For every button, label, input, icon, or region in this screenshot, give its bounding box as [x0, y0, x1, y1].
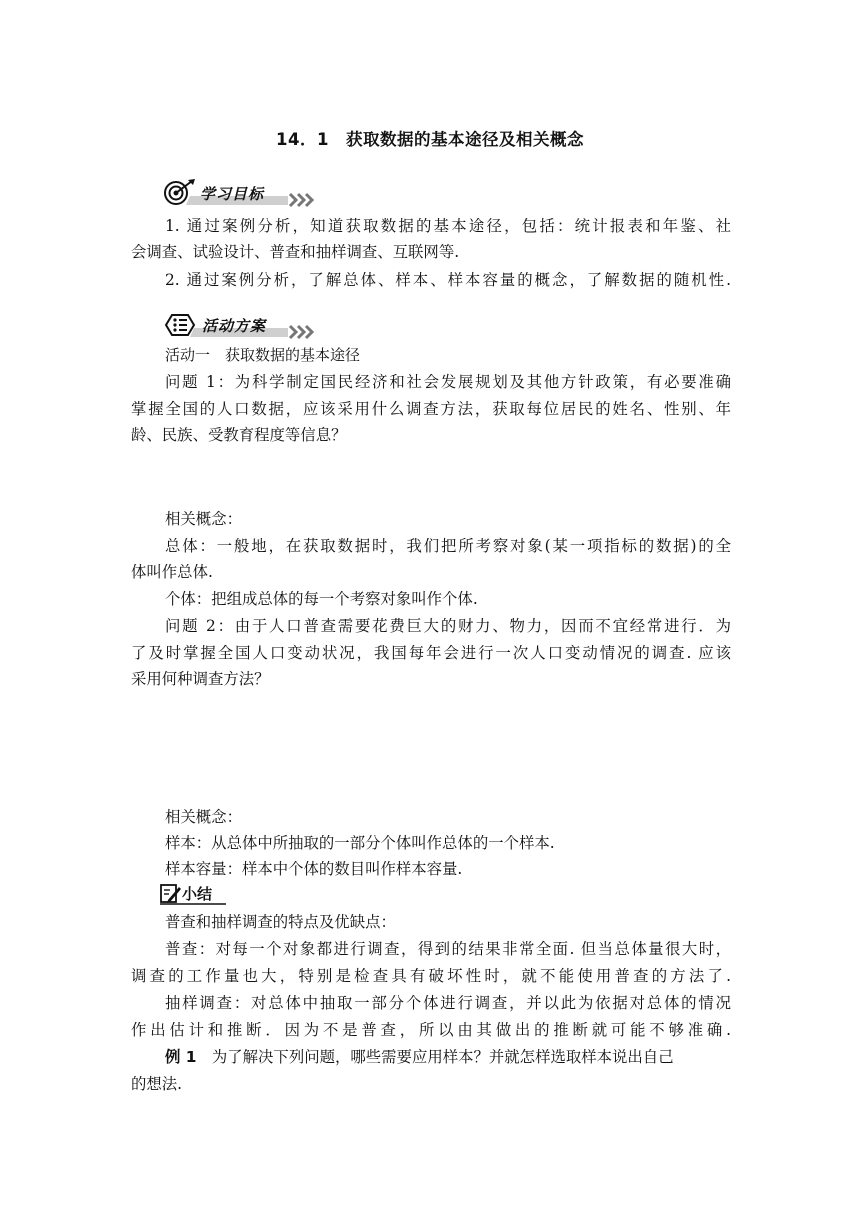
- list-icon: [166, 315, 194, 335]
- question-2-line-1: 问题 2：由于人口普查需要花费巨大的财力、物力，因而不宜经常进行．为: [165, 617, 731, 635]
- page-title: 14．1 获取数据的基本途径及相关概念: [276, 130, 584, 149]
- activity-1-heading: 活动一 获取数据的基本途径: [165, 346, 361, 364]
- learning-goals-banner: [160, 178, 320, 208]
- example-1-text: 为了解决下列问题，哪些需要应用样本？并就怎样选取样本说出自己: [196, 1048, 674, 1066]
- census-line-1: 普查：对每一个对象都进行调查，得到的结果非常全面. 但当总体量很大时，: [165, 940, 731, 958]
- related-concepts-2: 相关概念：: [165, 808, 242, 826]
- population-line-2: 体叫作总体.: [131, 563, 213, 581]
- activity-plan-banner: [160, 310, 320, 340]
- summary-label: 小结: [182, 885, 213, 903]
- summary-intro: 普查和抽样调查的特点及优缺点：: [165, 913, 396, 931]
- learning-goals-label: 学习目标: [200, 185, 265, 203]
- goal-2: 2. 通过案例分析，了解总体、样本、样本容量的概念，了解数据的随机性.: [165, 271, 731, 289]
- example-1-label: 例 1: [165, 1048, 197, 1066]
- triple-chevron-icon: [290, 326, 312, 338]
- triple-chevron-icon: [290, 194, 312, 206]
- question-2-line-3: 采用何种调查方法？: [131, 670, 270, 688]
- question-2-line-2: 了及时掌握全国人口变动状况，我国每年会进行一次人口变动情况的调查. 应该: [131, 644, 731, 662]
- summary-banner: [160, 883, 226, 905]
- census-line-2: 调查的工作量也大，特别是检查具有破坏性时，就不能使用普查的方法了.: [131, 967, 731, 985]
- goal-1-line-1: 1. 通过案例分析，知道获取数据的基本途径，包括：统计报表和年鉴、社: [165, 217, 731, 235]
- individual-definition: 个体：把组成总体的每一个考察对象叫作个体.: [165, 590, 478, 608]
- sample-size-definition: 样本容量：样本中个体的数目叫作样本容量.: [165, 860, 463, 878]
- example-1-line-1: [165, 1045, 731, 1070]
- sampling-line-2: 作出估计和推断．因为不是普查，所以由其做出的推断就可能不够准确.: [131, 1021, 731, 1039]
- related-concepts-1: 相关概念：: [165, 510, 242, 528]
- sample-definition: 样本：从总体中所抽取的一部分个体叫作总体的一个样本.: [165, 834, 555, 852]
- activity-plan-label: 活动方案: [202, 317, 267, 335]
- population-line-1: 总体：一般地，在获取数据时，我们把所考察对象(某一项指标的数据)的全: [165, 537, 731, 555]
- question-1-line-2: 掌握全国的人口数据，应该采用什么调查方法，获取每位居民的姓名、性别、年: [131, 400, 731, 418]
- pencil-note-icon: [161, 885, 181, 903]
- example-1-line-2: 的想法.: [131, 1075, 183, 1093]
- goal-1-line-2: 会调查、试验设计、普查和抽样调查、互联网等.: [131, 243, 460, 261]
- question-1-line-1: 问题 1：为科学制定国民经济和社会发展规划及其他方针政策，有必要准确: [165, 373, 731, 391]
- question-1-line-3: 龄、民族、受教育程度等信息？: [131, 426, 347, 444]
- sampling-line-1: 抽样调查：对总体中抽取一部分个体进行调查，并以此为依据对总体的情况: [165, 994, 731, 1012]
